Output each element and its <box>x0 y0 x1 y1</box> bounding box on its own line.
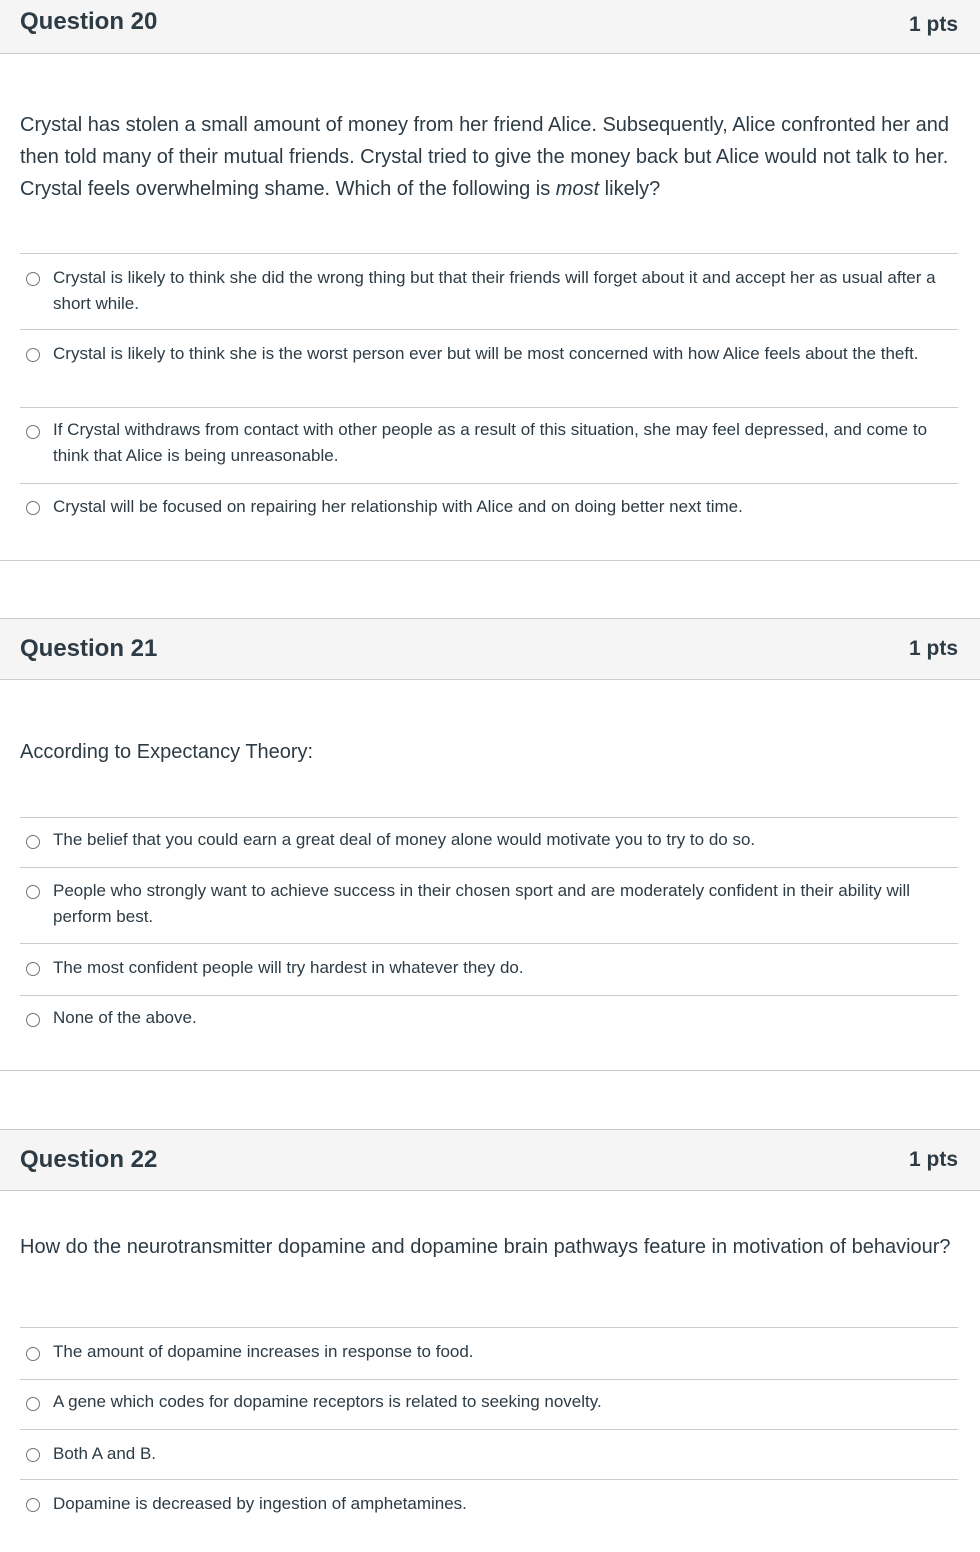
question-text-part: likely? <box>599 178 661 200</box>
question-20-answers <box>20 253 958 533</box>
radio-button[interactable] <box>26 1498 40 1512</box>
question-21-text: According to Expectancy Theory: <box>20 741 314 763</box>
answer-option[interactable] <box>20 867 958 943</box>
question-21-answers <box>20 817 958 1045</box>
answer-label: None of the above. <box>53 1008 197 1027</box>
answer-option[interactable] <box>20 1379 958 1429</box>
question-20-text <box>20 109 964 205</box>
answer-label: Crystal is likely to think she is the worst person ever but will be most concerned with how Alice feels about the theft. <box>53 344 919 363</box>
radio-button[interactable] <box>26 1013 40 1027</box>
answer-option[interactable] <box>20 943 958 995</box>
answer-option[interactable] <box>20 253 958 329</box>
question-divider <box>0 1070 980 1071</box>
question-title: Question 21 <box>20 635 158 662</box>
answer-label: The belief that you could earn a great deal of money alone would motivate you to try to do so. <box>53 830 756 849</box>
radio-button[interactable] <box>26 501 40 515</box>
question-22-header <box>0 1129 980 1191</box>
radio-button[interactable] <box>26 1448 40 1462</box>
question-20-header <box>0 0 980 54</box>
radio-button[interactable] <box>26 272 40 286</box>
radio-button[interactable] <box>26 1347 40 1361</box>
radio-button[interactable] <box>26 962 40 976</box>
answer-label: Both A and B. <box>53 1444 157 1463</box>
radio-button[interactable] <box>26 425 40 439</box>
radio-button[interactable] <box>26 348 40 362</box>
answer-label: The amount of dopamine increases in response to food. <box>53 1342 474 1361</box>
answer-label: If Crystal withdraws from contact with other people as a result of this situation, she may feel depressed, and come to think that Alice is being unreasonable. <box>53 420 928 465</box>
answer-option[interactable] <box>20 329 958 407</box>
answer-label: Dopamine is decreased by ingestion of amphetamines. <box>53 1494 467 1513</box>
question-points: 1 pts <box>908 13 958 36</box>
answer-option[interactable] <box>20 1479 958 1529</box>
radio-button[interactable] <box>26 835 40 849</box>
answer-label: Crystal will be focused on repairing her relationship with Alice and on doing better next time. <box>53 497 743 516</box>
question-points: 1 pts <box>908 1148 958 1171</box>
answer-option[interactable] <box>20 407 958 483</box>
answer-option[interactable] <box>20 1429 958 1479</box>
question-title: Question 22 <box>20 1146 158 1173</box>
question-21-header <box>0 618 980 680</box>
radio-button[interactable] <box>26 885 40 899</box>
answer-label: A gene which codes for dopamine receptors is related to seeking novelty. <box>53 1392 602 1411</box>
question-22-answers <box>20 1327 958 1529</box>
answer-option[interactable] <box>20 995 958 1045</box>
answer-option[interactable] <box>20 817 958 867</box>
question-text-emphasis: most <box>555 178 600 200</box>
answer-option[interactable] <box>20 1327 958 1379</box>
answer-label: People who strongly want to achieve success in their chosen sport and are moderately confident in their ability will perform best. <box>53 881 911 926</box>
question-22-text: How do the neurotransmitter dopamine and dopamine brain pathways feature in motivation of behaviour? <box>20 1236 951 1258</box>
answer-label: Crystal is likely to think she did the wrong thing but that their friends will forget about it and accept her as usual after a short while. <box>53 268 936 313</box>
question-points: 1 pts <box>908 637 958 660</box>
question-text-part: Crystal has stolen a small amount of money from her friend Alice. Subsequently, Alice confronted her and then told many of their mutual friends. Crystal tried to give the money back but Alice would not talk to her. Crystal feels overwhelming shame. Which of the following is <box>20 114 950 200</box>
question-divider <box>0 560 980 561</box>
question-title: Question 20 <box>20 8 158 35</box>
radio-button[interactable] <box>26 1397 40 1411</box>
answer-option[interactable] <box>20 483 958 533</box>
answer-label: The most confident people will try hardest in whatever they do. <box>53 958 524 977</box>
